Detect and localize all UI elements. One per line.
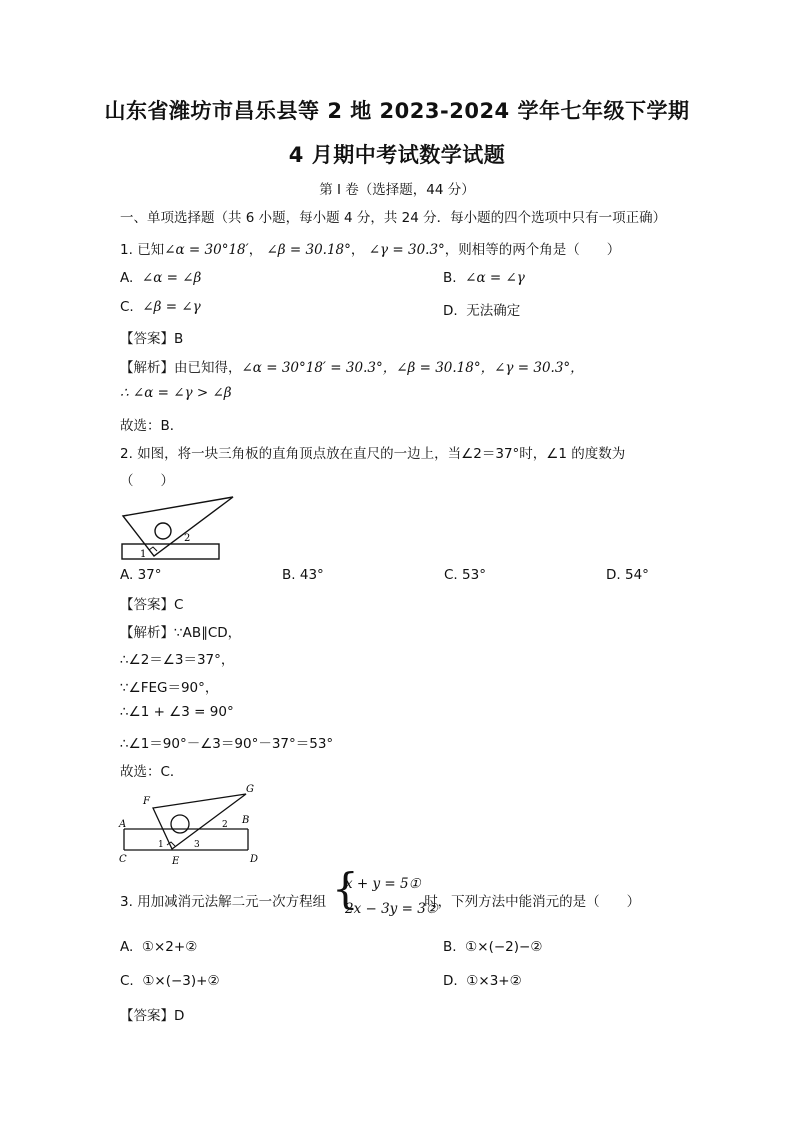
q1-analysis-line1: [120, 356, 584, 376]
q2-analysis-label: 【解析】: [120, 625, 174, 641]
q2-option-b-letter: B.: [282, 567, 296, 583]
q3-stem-suffix: 时，下列方法中能消元的是（ ）: [424, 894, 641, 910]
q3-option-c-letter: C.: [120, 973, 134, 989]
q1-prefix: 已知: [137, 242, 165, 258]
q2-answer: [120, 593, 183, 613]
q2-stem: [120, 442, 625, 462]
q1-alpha: ∠α = 30°18′: [164, 242, 249, 258]
q2-analysis-step5: ∴∠1＝90°－∠3＝90°－37°＝53°: [120, 736, 334, 752]
q2-option-a-text: 37°: [137, 567, 162, 583]
q1-option-d-text: 无法确定: [466, 303, 521, 319]
q2-conclusion: 故选：C．: [120, 764, 184, 780]
q2-option-b-text: 43°: [299, 567, 324, 583]
q1-option-b-letter: B.: [443, 270, 457, 286]
q1-beta: ∠β = 30.18°: [266, 242, 351, 258]
q2-figure-ruler-triangle: [118, 494, 243, 562]
q2-option-c-text: 53°: [462, 567, 486, 583]
q1-option-b: [443, 270, 525, 286]
q3-option-d: [443, 973, 522, 989]
q3-option-a: [120, 939, 197, 955]
q3-system-brace: {: [332, 864, 359, 913]
q2-analysis-step3: ∵∠FEG＝90°，: [120, 680, 219, 696]
q1-option-d-letter: D.: [443, 303, 458, 319]
triangle-hole: [171, 815, 189, 833]
fig1-label-2: 2: [184, 533, 191, 544]
fig1-label-1: 1: [140, 549, 147, 560]
q1-option-a-letter: A.: [120, 270, 134, 286]
ruler-rect: [122, 544, 219, 559]
q2-step1-text: ∵AB∥CD，: [174, 625, 242, 641]
q1-option-a: [120, 270, 201, 286]
q1-option-d: [443, 299, 520, 319]
q1-answer-label: 【答案】: [120, 331, 174, 347]
label-f: F: [143, 796, 150, 807]
exam-title-line1: 山东省潍坊市昌乐县等 2 地 2023-2024 学年七年级下学期: [104, 99, 690, 123]
label-c: C: [119, 854, 127, 865]
q1-option-c-text: ∠β = ∠γ: [142, 299, 201, 315]
q2-option-b: [282, 567, 324, 583]
q1-gamma: ∠γ = 30.3°: [368, 242, 445, 258]
q3-option-c-text: ①×(−3)+②: [142, 973, 220, 989]
q3-answer-label: 【答案】: [120, 1008, 174, 1024]
q1-conclusion: 故选：B．: [120, 418, 184, 434]
label-d: D: [250, 854, 259, 865]
q1-option-b-text: ∠α = ∠γ: [465, 270, 525, 286]
angle-label-2: 2: [222, 820, 228, 830]
part-header: 第 I 卷（选择题，44 分）: [319, 182, 475, 198]
label-b: B: [242, 815, 250, 826]
q2-answer-label: 【答案】: [120, 597, 174, 613]
label-g: G: [246, 784, 254, 795]
q3-option-d-letter: D.: [443, 973, 458, 989]
q1-option-a-text: ∠α = ∠β: [141, 270, 202, 286]
q1-stem: 1. 已知∠α = 30°18′， ∠β = 30.18°， ∠γ = 30.3°，则相等的两个角是（ ）: [120, 242, 621, 258]
q2-option-d: [606, 567, 649, 583]
q2-number: 2.: [120, 446, 133, 462]
q3-number: 3.: [120, 894, 133, 910]
q1-answer-value: B: [174, 331, 184, 347]
q3-stem-prefix: 用加减消元法解二元一次方程组: [137, 894, 327, 910]
label-e: E: [172, 856, 180, 867]
exam-title-line2: 4 月期中考试数学试题: [288, 143, 506, 167]
angle-label-1: 1: [158, 840, 164, 850]
q3-option-d-text: ①×3+②: [466, 973, 522, 989]
q2-analysis-step1: [120, 621, 241, 641]
q2-stem-paren: （ ）: [120, 473, 174, 489]
q3-equation-2: 2x − 3y = 3②: [345, 901, 438, 917]
q1-analysis-label: 【解析】: [120, 360, 174, 376]
q3-answer: [120, 1004, 184, 1024]
q1-answer: [120, 327, 183, 347]
q2-answer-value: C: [174, 597, 184, 613]
q2-option-d-letter: D.: [606, 567, 621, 583]
q3-option-a-letter: A.: [120, 939, 134, 955]
q2-option-c: [444, 567, 486, 583]
q2-option-a-letter: A.: [120, 567, 134, 583]
q3-option-b: [443, 939, 542, 955]
q3-option-a-text: ①×2+②: [141, 939, 198, 955]
q1-number: 1.: [120, 242, 133, 258]
set-square-hole: [155, 523, 171, 539]
q2-solution-figure: [116, 782, 266, 867]
q1-suffix: ，则相等的两个角是（ ）: [444, 242, 621, 258]
q1-analysis-prefix: 由已知得，: [174, 360, 242, 376]
q2-option-d-text: 54°: [624, 567, 649, 583]
q3-option-b-letter: B.: [443, 939, 457, 955]
q1-option-c: [120, 299, 201, 315]
q1-analysis-line2: ∴ ∠α = ∠γ > ∠β: [120, 385, 232, 401]
section-header: 一、单项选择题（共 6 小题，每小题 4 分，共 24 分．每小题的四个选项中只有一项正确）: [120, 210, 667, 226]
q2-analysis-step2: ∴∠2＝∠3＝37°，: [120, 652, 235, 668]
label-a: A: [119, 819, 127, 830]
q2-option-c-letter: C.: [444, 567, 458, 583]
q1-option-c-letter: C.: [120, 299, 134, 315]
q2-option-a: [120, 567, 162, 583]
q3-option-b-text: ①×(−2)−②: [465, 939, 543, 955]
set-square-triangle: [123, 497, 233, 556]
q3-equation-1: x + y = 5①: [345, 876, 421, 892]
angle-label-3: 3: [194, 840, 200, 850]
q3-option-c: [120, 973, 220, 989]
q2-analysis-step4: ∴∠1 + ∠3 = 90°: [120, 704, 234, 720]
q3-answer-value: D: [174, 1008, 185, 1024]
q1-analysis-math: ∠α = 30°18′ = 30.3°，∠β = 30.18°，∠γ = 30.3°，: [241, 360, 584, 376]
q2-stem-text: 如图，将一块三角板的直角顶点放在直尺的一边上，当∠2＝37°时，∠1 的度数为: [137, 446, 626, 462]
